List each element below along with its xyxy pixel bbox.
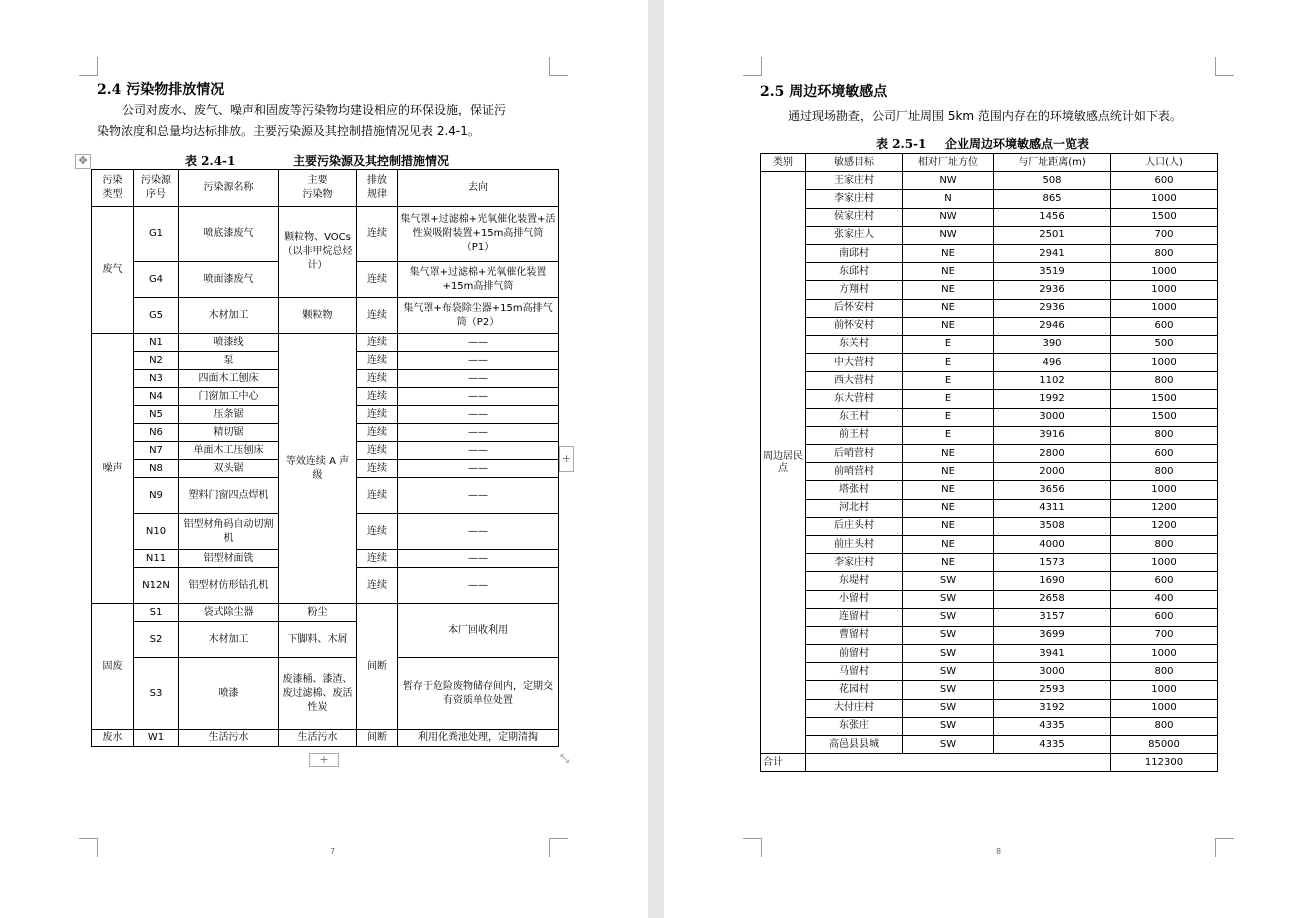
target-cell: 东大营村: [806, 390, 903, 408]
target-cell: 小留村: [806, 590, 903, 608]
margin-corner-bottom-right: [1215, 838, 1234, 857]
direction-cell: SW: [903, 681, 994, 699]
distance-cell: 1573: [994, 554, 1111, 572]
distance-cell: 508: [994, 172, 1111, 190]
target-cell: 李家庄村: [806, 190, 903, 208]
target-cell: 后怀安村: [806, 299, 903, 317]
direction-cell: SW: [903, 736, 994, 754]
table-row: [761, 390, 1218, 408]
source-name-cell: 喷底漆废气: [179, 207, 279, 262]
margin-corner-bottom-left: [743, 838, 762, 857]
pollution-source-table: [91, 169, 559, 747]
destination-cell: 利用化粪池处理，定期清掏: [398, 730, 559, 747]
destination-cell: 暂存于危险废物储存间内，定期交有资质单位处置: [398, 658, 559, 730]
category-cell: 周边居民点: [761, 172, 806, 754]
distance-cell: 3000: [994, 408, 1111, 426]
population-cell: 800: [1111, 663, 1218, 681]
target-cell: 东堤村: [806, 572, 903, 590]
table-row: [761, 663, 1218, 681]
margin-corner-bottom-right: [549, 838, 568, 857]
distance-cell: 3699: [994, 626, 1111, 644]
direction-cell: SW: [903, 645, 994, 663]
rule-cell: 连续: [357, 424, 398, 442]
direction-cell: SW: [903, 663, 994, 681]
table-row: [761, 408, 1218, 426]
population-cell: 1000: [1111, 281, 1218, 299]
header-category: 类别: [761, 154, 806, 172]
direction-cell: NE: [903, 445, 994, 463]
target-cell: 前王村: [806, 426, 903, 444]
population-cell: 500: [1111, 335, 1218, 353]
section-paragraph: 通过现场勘查，公司厂址周围 5km 范围内存在的环境敏感点统计如下表。: [788, 109, 1182, 123]
direction-cell: E: [903, 426, 994, 444]
rule-cell: 连续: [357, 334, 398, 352]
population-cell: 700: [1111, 226, 1218, 244]
distance-cell: 865: [994, 190, 1111, 208]
source-name-cell: 袋式除尘器: [179, 604, 279, 622]
target-cell: 河北村: [806, 499, 903, 517]
source-name-cell: 生活污水: [179, 730, 279, 747]
source-name-cell: 铝型材角码自动切割机: [179, 514, 279, 550]
table-row: [761, 608, 1218, 626]
population-cell: 800: [1111, 244, 1218, 262]
source-name-cell: 喷漆线: [179, 334, 279, 352]
distance-cell: 496: [994, 354, 1111, 372]
population-cell: 1500: [1111, 390, 1218, 408]
distance-cell: 2936: [994, 299, 1111, 317]
table-row: [761, 626, 1218, 644]
table-row: [761, 736, 1218, 754]
pollutant-cell: 下脚料、木屑: [279, 622, 357, 658]
margin-corner-bottom-left: [79, 838, 98, 857]
target-cell: 大付庄村: [806, 699, 903, 717]
header-pollutant: 主要 污染物: [279, 170, 357, 207]
population-cell: 1000: [1111, 263, 1218, 281]
source-id-cell: S1: [134, 604, 179, 622]
rule-cell: 连续: [357, 262, 398, 298]
table-row: [761, 190, 1218, 208]
table-row: [761, 281, 1218, 299]
table-caption-number: 表 2.4-1: [185, 154, 236, 168]
table-caption-title: 企业周边环境敏感点一览表: [945, 137, 1090, 151]
distance-cell: 2501: [994, 226, 1111, 244]
source-name-cell: 门窗加工中心: [179, 388, 279, 406]
population-cell: 1000: [1111, 354, 1218, 372]
destination-cell: ——: [398, 460, 559, 478]
target-cell: 张家庄人: [806, 226, 903, 244]
distance-cell: 2593: [994, 681, 1111, 699]
source-id-cell: G5: [134, 298, 179, 334]
population-cell: 1000: [1111, 481, 1218, 499]
section-heading: 2.4 污染物排放情况: [97, 82, 225, 98]
direction-cell: SW: [903, 699, 994, 717]
table-row: [761, 499, 1218, 517]
source-name-cell: 单面木工压刨床: [179, 442, 279, 460]
source-name-cell: 双头锯: [179, 460, 279, 478]
page-number: 8: [996, 847, 1002, 856]
pollutant-cell: 废漆桶、漆渣、废过滤棉、废活性炭: [279, 658, 357, 730]
table-row: [761, 226, 1218, 244]
direction-cell: NE: [903, 554, 994, 572]
target-cell: 前庄头村: [806, 535, 903, 553]
population-cell: 600: [1111, 172, 1218, 190]
source-name-cell: 喷面漆废气: [179, 262, 279, 298]
target-cell: 西大营村: [806, 372, 903, 390]
page-number: 7: [330, 847, 336, 856]
margin-corner-top-left: [743, 57, 762, 76]
population-cell: 1000: [1111, 699, 1218, 717]
population-cell: 85000: [1111, 736, 1218, 754]
target-cell: 李家庄村: [806, 554, 903, 572]
distance-cell: 2946: [994, 317, 1111, 335]
rule-cell: 连续: [357, 298, 398, 334]
rule-cell: 连续: [357, 388, 398, 406]
destination-cell: ——: [398, 334, 559, 352]
distance-cell: 1456: [994, 208, 1111, 226]
rule-cell: 连续: [357, 406, 398, 424]
header-destination: 去向: [398, 170, 559, 207]
target-cell: 东关村: [806, 335, 903, 353]
target-cell: 后庄头村: [806, 517, 903, 535]
total-blank-cell: [806, 754, 1111, 772]
direction-cell: E: [903, 354, 994, 372]
pollutant-cell: 粉尘: [279, 604, 357, 622]
table-row: [761, 172, 1218, 190]
destination-cell: ——: [398, 370, 559, 388]
add-row-button[interactable]: +: [309, 753, 339, 767]
header-distance: 与厂址距离(m): [994, 154, 1111, 172]
population-cell: 400: [1111, 590, 1218, 608]
target-cell: 东邱村: [806, 263, 903, 281]
add-column-button[interactable]: +: [559, 446, 574, 472]
target-cell: 高邑县县城: [806, 736, 903, 754]
distance-cell: 2000: [994, 463, 1111, 481]
population-cell: 600: [1111, 317, 1218, 335]
source-id-cell: N4: [134, 388, 179, 406]
distance-cell: 2800: [994, 445, 1111, 463]
distance-cell: 2941: [994, 244, 1111, 262]
population-cell: 800: [1111, 535, 1218, 553]
distance-cell: 4311: [994, 499, 1111, 517]
source-name-cell: 塑料门窗四点焊机: [179, 478, 279, 514]
distance-cell: 1102: [994, 372, 1111, 390]
source-name-cell: 四面木工刨床: [179, 370, 279, 388]
source-id-cell: N6: [134, 424, 179, 442]
table-row: [761, 263, 1218, 281]
table-row: [761, 354, 1218, 372]
source-id-cell: S2: [134, 622, 179, 658]
table-row: [761, 335, 1218, 353]
distance-cell: 3157: [994, 608, 1111, 626]
table-row: [761, 554, 1218, 572]
destination-cell: 本厂回收利用: [398, 604, 559, 658]
direction-cell: E: [903, 390, 994, 408]
population-cell: 1200: [1111, 517, 1218, 535]
source-id-cell: N7: [134, 442, 179, 460]
category-cell: 噪声: [92, 334, 134, 604]
population-cell: 1500: [1111, 408, 1218, 426]
source-name-cell: 铝型材面铣: [179, 550, 279, 568]
header-direction: 相对厂址方位: [903, 154, 994, 172]
source-name-cell: 木材加工: [179, 298, 279, 334]
distance-cell: 1992: [994, 390, 1111, 408]
source-name-cell: 喷漆: [179, 658, 279, 730]
destination-cell: ——: [398, 550, 559, 568]
source-name-cell: 压条锯: [179, 406, 279, 424]
category-cell: 固废: [92, 604, 134, 730]
margin-corner-top-right: [549, 57, 568, 76]
population-cell: 800: [1111, 372, 1218, 390]
source-id-cell: N12N: [134, 568, 179, 604]
distance-cell: 4335: [994, 717, 1111, 735]
destination-cell: ——: [398, 352, 559, 370]
target-cell: 南邱村: [806, 244, 903, 262]
rule-cell: 连续: [357, 207, 398, 262]
section-heading: 2.5 周边环境敏感点: [760, 84, 888, 100]
table-row: [761, 590, 1218, 608]
table-row: [761, 481, 1218, 499]
source-id-cell: S3: [134, 658, 179, 730]
target-cell: 前哨营村: [806, 463, 903, 481]
source-id-cell: N8: [134, 460, 179, 478]
source-id-cell: N1: [134, 334, 179, 352]
table-row: [761, 445, 1218, 463]
source-id-cell: N2: [134, 352, 179, 370]
table-row: [761, 426, 1218, 444]
population-cell: 1000: [1111, 190, 1218, 208]
pollutant-cell: 生活污水: [279, 730, 357, 747]
rule-cell: 连续: [357, 352, 398, 370]
category-cell: 废气: [92, 207, 134, 334]
direction-cell: NE: [903, 299, 994, 317]
source-id-cell: W1: [134, 730, 179, 747]
destination-cell: ——: [398, 388, 559, 406]
target-cell: 东张庄: [806, 717, 903, 735]
direction-cell: NE: [903, 317, 994, 335]
population-cell: 1000: [1111, 645, 1218, 663]
destination-cell: 集气罩+布袋除尘器+15m高排气筒（P2）: [398, 298, 559, 334]
rule-cell: 连续: [357, 550, 398, 568]
header-population: 人口(人): [1111, 154, 1218, 172]
table-resize-handle[interactable]: ⤡: [558, 753, 571, 766]
target-cell: 连留村: [806, 608, 903, 626]
direction-cell: NW: [903, 226, 994, 244]
source-id-cell: N10: [134, 514, 179, 550]
header-type: 污染 类型: [92, 170, 134, 207]
distance-cell: 2658: [994, 590, 1111, 608]
source-id-cell: N5: [134, 406, 179, 424]
population-cell: 700: [1111, 626, 1218, 644]
direction-cell: NE: [903, 263, 994, 281]
population-cell: 600: [1111, 572, 1218, 590]
table-row: [761, 681, 1218, 699]
table-row: [761, 208, 1218, 226]
table-row: [761, 572, 1218, 590]
source-name-cell: 精切锯: [179, 424, 279, 442]
source-id-cell: N11: [134, 550, 179, 568]
population-cell: 600: [1111, 445, 1218, 463]
total-label: 合计: [761, 754, 806, 772]
target-cell: 花园村: [806, 681, 903, 699]
distance-cell: 1690: [994, 572, 1111, 590]
population-cell: 800: [1111, 717, 1218, 735]
direction-cell: SW: [903, 717, 994, 735]
target-cell: 塔张村: [806, 481, 903, 499]
table-caption-title: 主要污染源及其控制措施情况: [293, 154, 450, 168]
table-row: [761, 372, 1218, 390]
direction-cell: SW: [903, 590, 994, 608]
pollutant-cell: 颗粒物、VOCs（以非甲烷总烃计）: [279, 207, 357, 298]
target-cell: 方翔村: [806, 281, 903, 299]
header-name: 污染源名称: [179, 170, 279, 207]
table-move-handle[interactable]: ✥: [75, 154, 91, 169]
source-id-cell: N3: [134, 370, 179, 388]
rule-cell: 间断: [357, 730, 398, 747]
distance-cell: 3656: [994, 481, 1111, 499]
table-row: [761, 463, 1218, 481]
table-caption-number: 表 2.5-1: [876, 137, 927, 151]
target-cell: 前怀安村: [806, 317, 903, 335]
distance-cell: 3916: [994, 426, 1111, 444]
rule-cell: 连续: [357, 568, 398, 604]
distance-cell: 2936: [994, 281, 1111, 299]
section-paragraph-line-2: 染物浓度和总量均达标排放。主要污染源及其控制措施情况见表 2.4-1。: [97, 124, 480, 138]
header-rule: 排放 规律: [357, 170, 398, 207]
table-row: [761, 244, 1218, 262]
distance-cell: 4335: [994, 736, 1111, 754]
target-cell: 侯家庄村: [806, 208, 903, 226]
direction-cell: E: [903, 372, 994, 390]
table-row: [761, 645, 1218, 663]
direction-cell: NE: [903, 481, 994, 499]
document-page-7: [0, 0, 648, 918]
table-row: [761, 517, 1218, 535]
direction-cell: E: [903, 408, 994, 426]
section-paragraph-line-1: 公司对废水、废气、噪声和固废等污染物均建设相应的环保设施，保证污: [122, 103, 507, 117]
destination-cell: ——: [398, 442, 559, 460]
direction-cell: NE: [903, 244, 994, 262]
distance-cell: 3192: [994, 699, 1111, 717]
source-name-cell: 木材加工: [179, 622, 279, 658]
direction-cell: NE: [903, 535, 994, 553]
target-cell: 后哨营村: [806, 445, 903, 463]
source-id-cell: N9: [134, 478, 179, 514]
target-cell: 东王村: [806, 408, 903, 426]
population-cell: 1500: [1111, 208, 1218, 226]
pollutant-cell: 等效连续 A 声级: [279, 334, 357, 604]
table-row: [761, 299, 1218, 317]
source-id-cell: G1: [134, 207, 179, 262]
pollutant-cell: 颗粒物: [279, 298, 357, 334]
table-row: [761, 535, 1218, 553]
destination-cell: ——: [398, 406, 559, 424]
target-cell: 前留村: [806, 645, 903, 663]
population-cell: 1000: [1111, 299, 1218, 317]
header-id: 污染源 序号: [134, 170, 179, 207]
rule-cell: 连续: [357, 478, 398, 514]
distance-cell: 4000: [994, 535, 1111, 553]
table-row: [761, 717, 1218, 735]
distance-cell: 390: [994, 335, 1111, 353]
direction-cell: N: [903, 190, 994, 208]
margin-corner-top-left: [79, 57, 98, 76]
target-cell: 马留村: [806, 663, 903, 681]
table-row: [761, 317, 1218, 335]
destination-cell: ——: [398, 424, 559, 442]
category-cell: 废水: [92, 730, 134, 747]
population-cell: 800: [1111, 426, 1218, 444]
direction-cell: SW: [903, 626, 994, 644]
distance-cell: 3519: [994, 263, 1111, 281]
destination-cell: 集气罩+过滤棉+光氧催化装置+15m高排气筒: [398, 262, 559, 298]
destination-cell: ——: [398, 568, 559, 604]
destination-cell: ——: [398, 478, 559, 514]
source-name-cell: 铝型材仿形钻孔机: [179, 568, 279, 604]
source-id-cell: G4: [134, 262, 179, 298]
rule-cell: 连续: [357, 370, 398, 388]
distance-cell: 3941: [994, 645, 1111, 663]
rule-cell: 连续: [357, 514, 398, 550]
target-cell: 曹留村: [806, 626, 903, 644]
header-target: 敏感目标: [806, 154, 903, 172]
population-cell: 1200: [1111, 499, 1218, 517]
destination-cell: ——: [398, 514, 559, 550]
distance-cell: 3508: [994, 517, 1111, 535]
table-row: [761, 699, 1218, 717]
direction-cell: NE: [903, 281, 994, 299]
population-cell: 600: [1111, 608, 1218, 626]
distance-cell: 3000: [994, 663, 1111, 681]
direction-cell: SW: [903, 608, 994, 626]
direction-cell: NE: [903, 499, 994, 517]
direction-cell: E: [903, 335, 994, 353]
direction-cell: SW: [903, 572, 994, 590]
rule-cell: 连续: [357, 442, 398, 460]
direction-cell: NW: [903, 208, 994, 226]
target-cell: 王家庄村: [806, 172, 903, 190]
rule-cell: 间断: [357, 604, 398, 730]
document-page-8: [664, 0, 1314, 918]
population-cell: 800: [1111, 463, 1218, 481]
total-value: 112300: [1111, 754, 1218, 772]
sensitive-points-table: [760, 153, 1218, 772]
source-name-cell: 泵: [179, 352, 279, 370]
margin-corner-top-right: [1215, 57, 1234, 76]
population-cell: 1000: [1111, 681, 1218, 699]
destination-cell: 集气罩+过滤棉+光氧催化装置+活性炭吸附装置+15m高排气筒（P1）: [398, 207, 559, 262]
target-cell: 中大营村: [806, 354, 903, 372]
rule-cell: 连续: [357, 460, 398, 478]
direction-cell: NE: [903, 463, 994, 481]
direction-cell: NE: [903, 517, 994, 535]
direction-cell: NW: [903, 172, 994, 190]
population-cell: 1000: [1111, 554, 1218, 572]
